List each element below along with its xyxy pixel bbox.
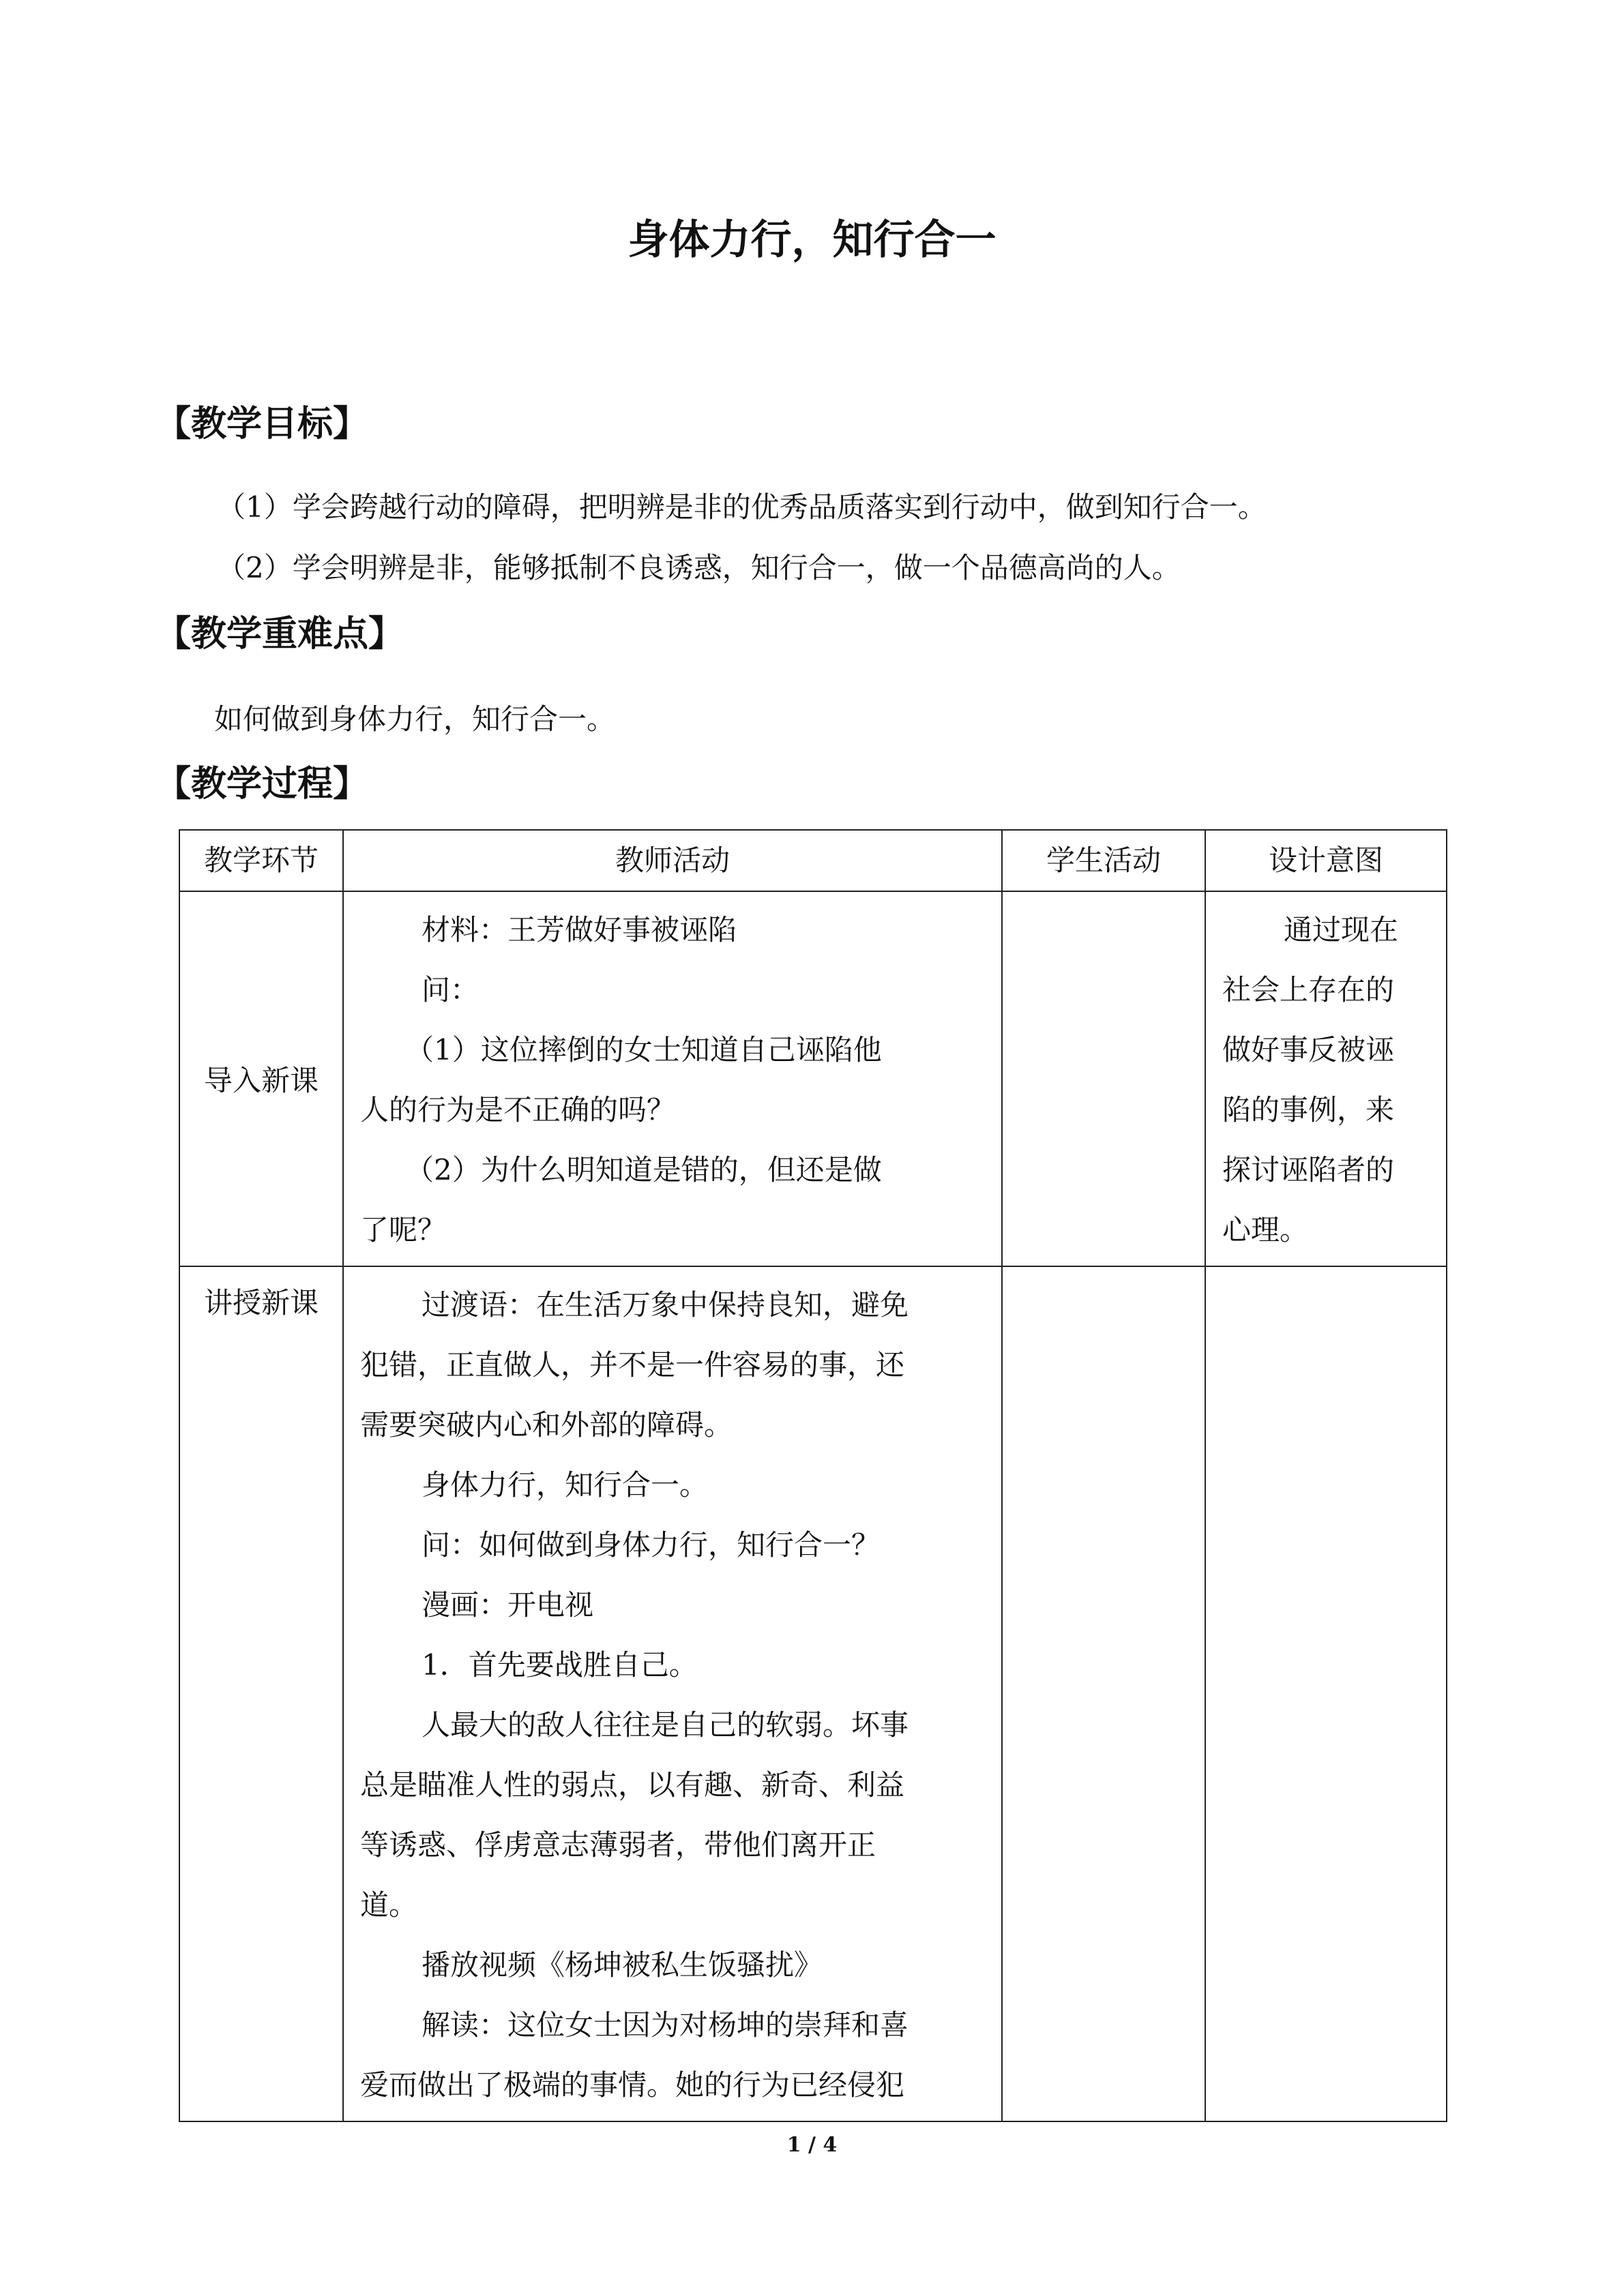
teacher-line: （2）为什么明知道是错的，但还是做 <box>405 1153 882 1187</box>
stage-cell: 导入新课 <box>179 891 343 1266</box>
student-activity-cell <box>1002 1266 1205 2121</box>
teacher-line: 问：如何做到身体力行，知行合一？ <box>422 1528 881 1562</box>
header-teacher-activity: 教师活动 <box>343 830 1002 891</box>
teacher-line: 材料：王芳做好事被诬陷 <box>422 913 737 946</box>
table-row <box>179 1266 1447 2121</box>
teacher-line: 解读：这位女士因为对杨坤的崇拜和喜 <box>422 2008 909 2042</box>
intent-line: 陷的事例，来 <box>1222 1093 1395 1127</box>
page-title: 身体力行，知行合一 <box>628 216 996 264</box>
student-activity-cell <box>1002 891 1205 1266</box>
process-heading: 【教学过程】 <box>156 764 369 805</box>
teacher-line: （1）这位摔倒的女士知道自己诬陷他 <box>405 1033 882 1067</box>
teacher-line: 人的行为是不正确的吗？ <box>360 1093 676 1127</box>
design-intent-cell <box>1205 891 1447 1266</box>
intent-line: 探讨诬陷者的 <box>1222 1153 1395 1187</box>
teacher-activity-cell <box>343 1266 1002 2121</box>
teaching-process-table <box>179 829 1447 2122</box>
table-header-row <box>179 830 1447 891</box>
teacher-line: 道。 <box>360 1888 418 1922</box>
header-stage: 教学环节 <box>179 830 343 891</box>
teacher-line: 总是瞄准人性的弱点，以有趣、新奇、利益 <box>360 1768 905 1802</box>
teacher-line: 漫画：开电视 <box>422 1588 594 1622</box>
intent-line: 心理。 <box>1222 1213 1309 1247</box>
teacher-line: 犯错，正直做人，并不是一件容易的事，还 <box>360 1348 905 1382</box>
teacher-line: 等诱惑、俘虏意志薄弱者，带他们离开正 <box>360 1828 876 1862</box>
objective-item-2: （2）学会明辨是非，能够抵制不良诱惑，知行合一，做一个品德高尚的人。 <box>217 551 1181 584</box>
design-intent-cell <box>1205 1266 1447 2121</box>
key-points-text: 如何做到身体力行，知行合一。 <box>214 702 616 736</box>
objectives-heading: 【教学目标】 <box>156 404 369 445</box>
teacher-line: 需要突破内心和外部的障碍。 <box>360 1408 733 1442</box>
intent-line: 社会上存在的 <box>1222 973 1395 1007</box>
teacher-line: 过渡语：在生活万象中保持良知，避免 <box>422 1288 909 1322</box>
teacher-activity-cell <box>343 891 1002 1266</box>
page-number: 1 / 4 <box>786 2133 838 2157</box>
teacher-line: 爱而做出了极端的事情。她的行为已经侵犯 <box>360 2068 905 2102</box>
key-points-heading: 【教学重难点】 <box>156 614 404 655</box>
teacher-line: 问： <box>422 973 479 1007</box>
header-student-activity: 学生活动 <box>1002 830 1205 891</box>
teacher-line: 人最大的敌人往往是自己的软弱。坏事 <box>422 1708 909 1742</box>
teacher-line: 身体力行，知行合一。 <box>422 1468 709 1502</box>
teacher-line: 播放视频《杨坤被私生饭骚扰》 <box>422 1948 823 1982</box>
teacher-line: 1．首先要战胜自己。 <box>422 1648 698 1682</box>
intent-line: 做好事反被诬 <box>1222 1033 1395 1067</box>
teacher-line: 了呢？ <box>360 1213 447 1247</box>
stage-cell: 讲授新课 <box>179 1266 343 2121</box>
intent-line: 通过现在 <box>1284 913 1399 946</box>
header-design-intent: 设计意图 <box>1205 830 1447 891</box>
table-row <box>179 891 1447 1266</box>
objective-item-1: （1）学会跨越行动的障碍，把明辨是非的优秀品质落实到行动中，做到知行合一。 <box>217 490 1267 524</box>
